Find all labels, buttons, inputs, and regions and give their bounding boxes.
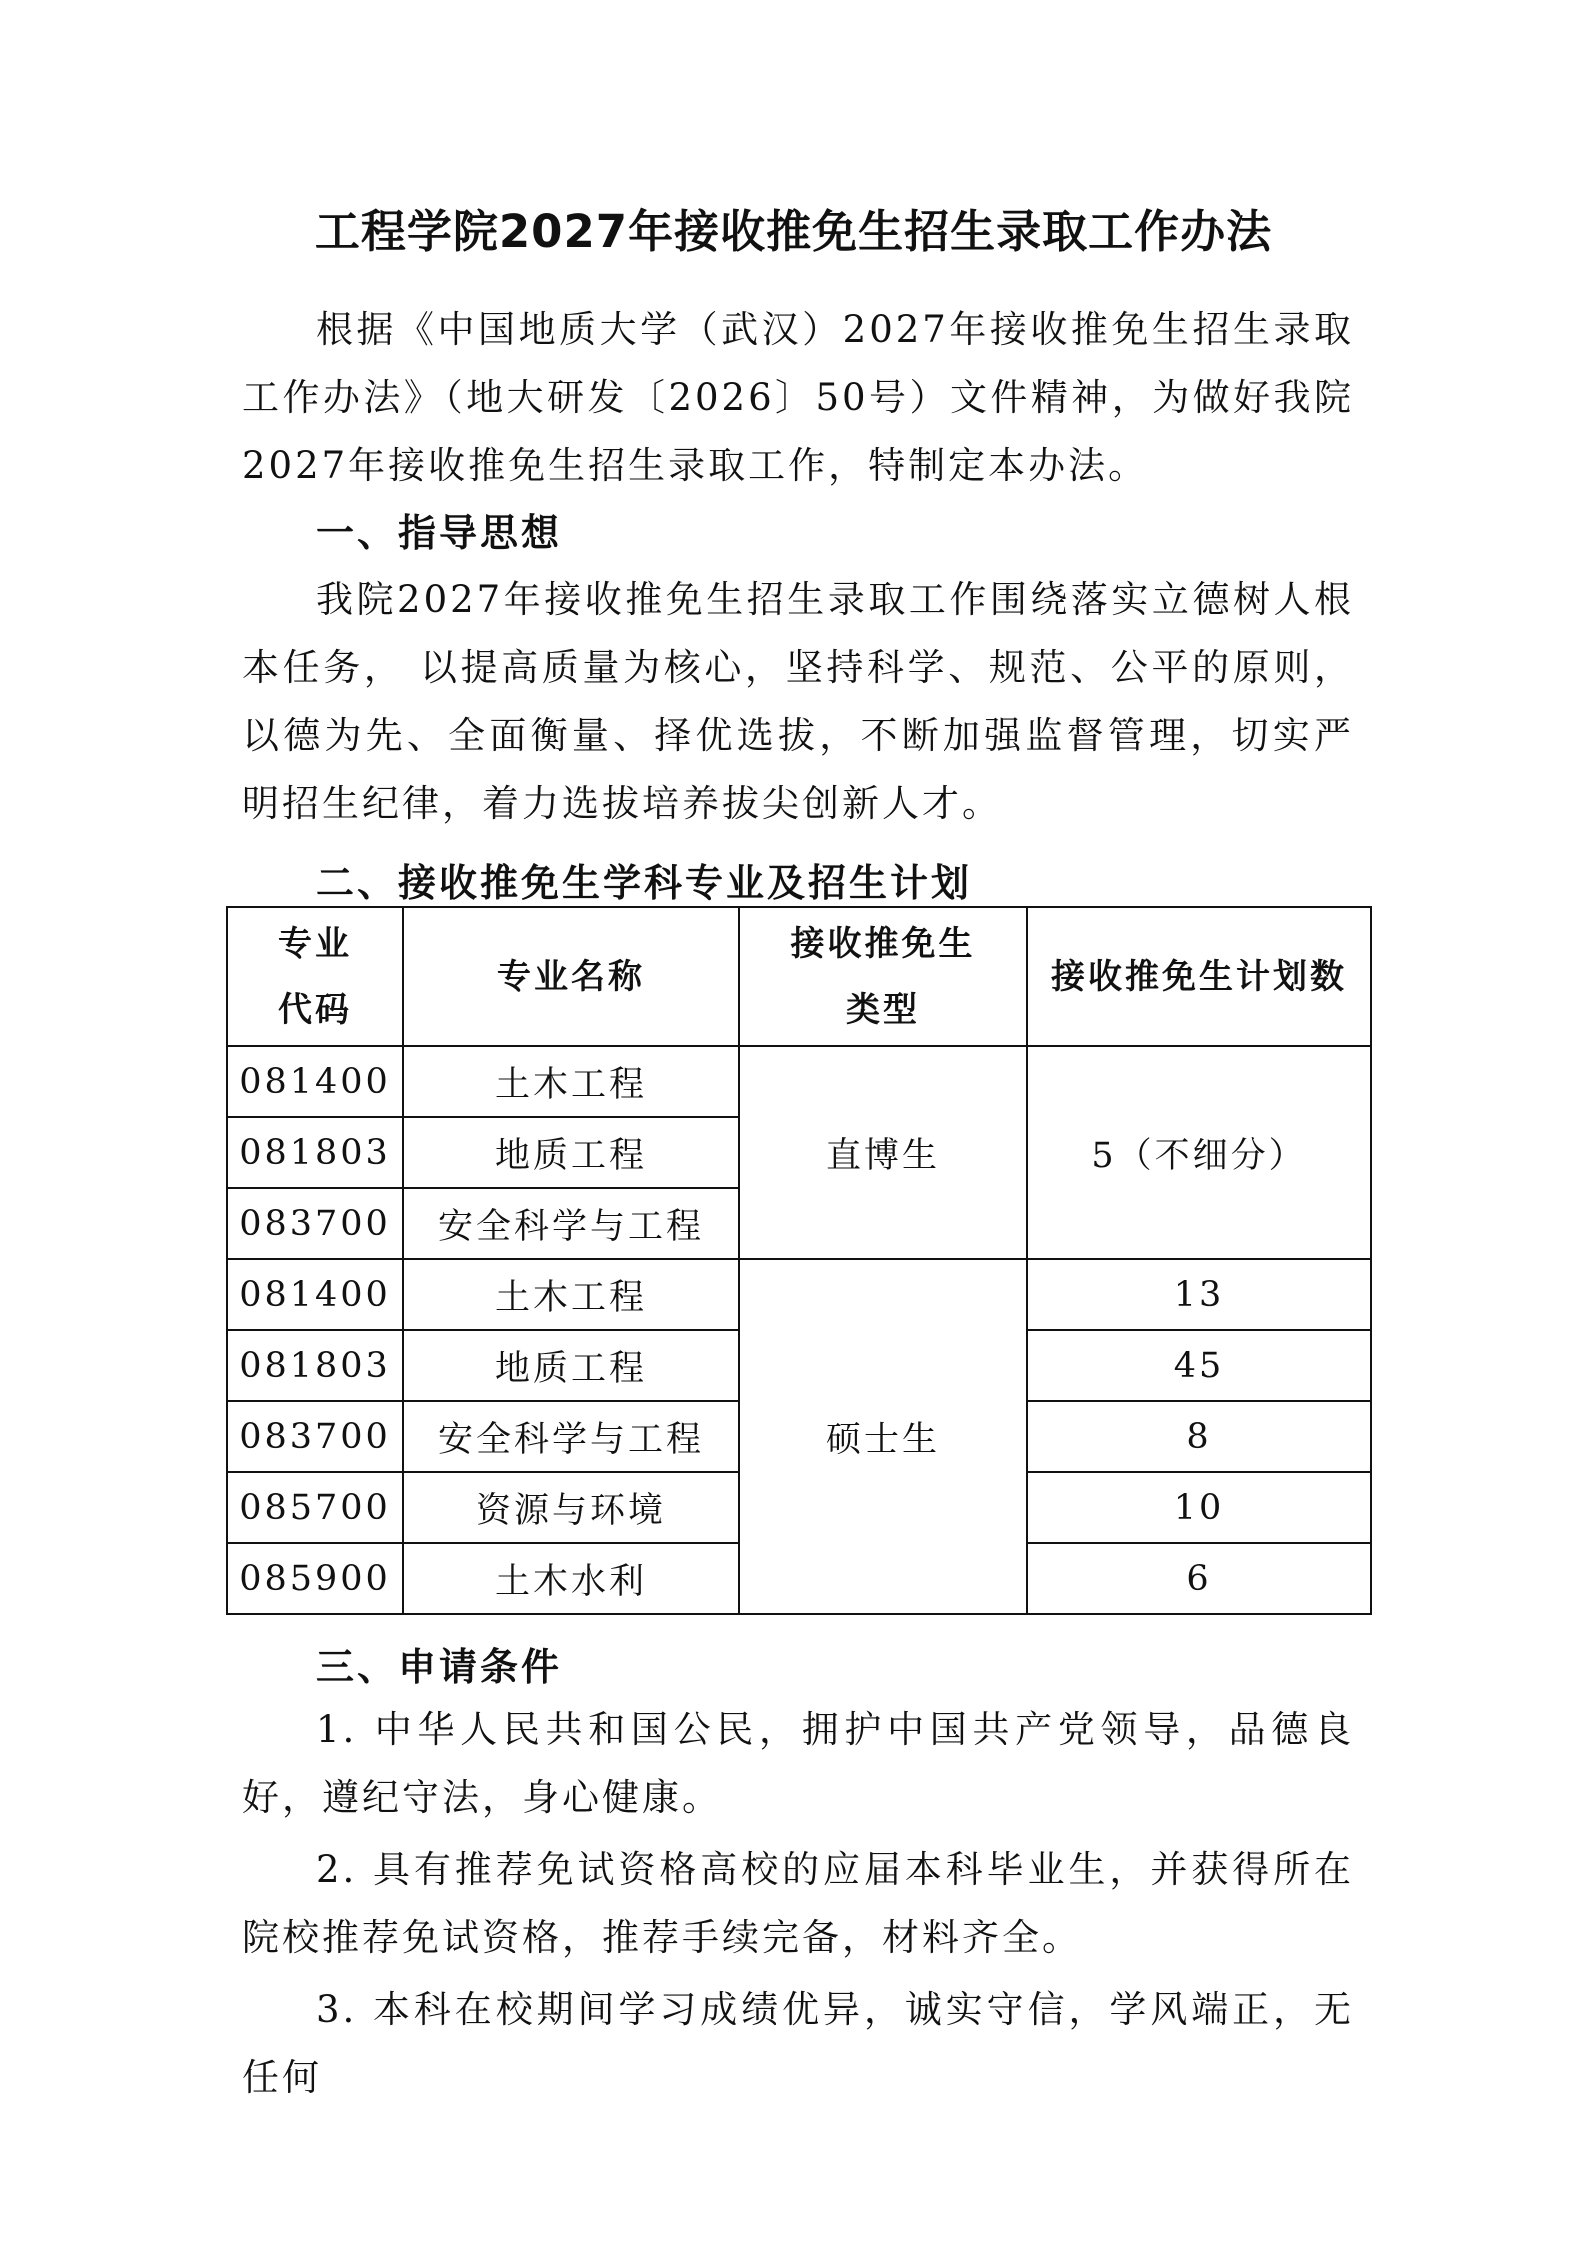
table-row — [227, 1259, 1371, 1330]
section-heading-guiding-ideology: 一、指导思想 — [316, 511, 563, 555]
header-student-type — [739, 907, 1027, 1046]
section-heading-application-conditions: 三、申请条件 — [316, 1645, 563, 1689]
student-type-cell: 直博生 — [739, 1046, 1027, 1259]
major-code-cell: 081400 — [227, 1259, 403, 1330]
condition-paragraph-2: 2. 具有推荐免试资格高校的应届本科毕业生，并获得所在院校推荐免试资格，推荐手续完备，材料齐全。 — [242, 1848, 1354, 1959]
plan-count-cell: 13 — [1027, 1259, 1371, 1330]
condition-paragraph-1: 1. 中华人民共和国公民，拥护中国共产党领导，品德良好，遵纪守法，身心健康。 — [242, 1708, 1354, 1819]
table-header-row — [227, 907, 1371, 1046]
major-name-cell: 土木工程 — [403, 1259, 739, 1330]
major-code-cell: 081400 — [227, 1046, 403, 1117]
enrollment-plan-table — [226, 906, 1372, 1615]
header-major-code-line1: 专业 — [278, 923, 352, 964]
major-code-cell: 081803 — [227, 1330, 403, 1401]
plan-count-cell: 5（不细分） — [1027, 1046, 1371, 1259]
document-title: 工程学院2027年接收推免生招生录取工作办法 — [314, 205, 1273, 258]
plan-count-cell: 6 — [1027, 1543, 1371, 1614]
header-student-type-line2: 类型 — [846, 989, 920, 1030]
major-name-cell: 资源与环境 — [403, 1472, 739, 1543]
major-name-cell: 安全科学与工程 — [403, 1188, 739, 1259]
header-student-type-line1: 接收推免生 — [790, 923, 976, 964]
student-type-cell: 硕士生 — [739, 1259, 1027, 1614]
major-name-cell: 土木工程 — [403, 1046, 739, 1117]
plan-count-cell: 45 — [1027, 1330, 1371, 1401]
header-plan-count: 接收推免生计划数 — [1027, 907, 1371, 1046]
major-name-cell: 地质工程 — [403, 1330, 739, 1401]
major-code-cell: 083700 — [227, 1188, 403, 1259]
major-name-cell: 土木水利 — [403, 1543, 739, 1614]
table-row — [227, 1046, 1371, 1117]
intro-paragraph: 根据《中国地质大学（武汉）2027年接收推免生招生录取工作办法》（地大研发〔2026〕50号）文件精神，为做好我院2027年接收推免生招生录取工作，特制定本办法。 — [242, 308, 1354, 487]
major-code-cell: 085900 — [227, 1543, 403, 1614]
header-major-name: 专业名称 — [403, 907, 739, 1046]
guiding-ideology-paragraph: 我院2027年接收推免生招生录取工作围绕落实立德树人根本任务， 以提高质量为核心，坚持科学、规范、公平的原则，以德为先、全面衡量、择优选拔，不断加强监督管理，切实严明招生纪律，着力选拔培养拔尖创新人才。 — [242, 578, 1354, 825]
section-heading-enrollment-plan: 二、接收推免生学科专业及招生计划 — [316, 861, 973, 905]
major-name-cell: 安全科学与工程 — [403, 1401, 739, 1472]
major-code-cell: 085700 — [227, 1472, 403, 1543]
header-major-code — [227, 907, 403, 1046]
plan-count-cell: 8 — [1027, 1401, 1371, 1472]
major-code-cell: 083700 — [227, 1401, 403, 1472]
major-code-cell: 081803 — [227, 1117, 403, 1188]
plan-count-cell: 10 — [1027, 1472, 1371, 1543]
header-major-code-line2: 代码 — [278, 989, 352, 1030]
condition-paragraph-3: 3. 本科在校期间学习成绩优异，诚实守信，学风端正，无任何 — [242, 1988, 1354, 2099]
major-name-cell: 地质工程 — [403, 1117, 739, 1188]
